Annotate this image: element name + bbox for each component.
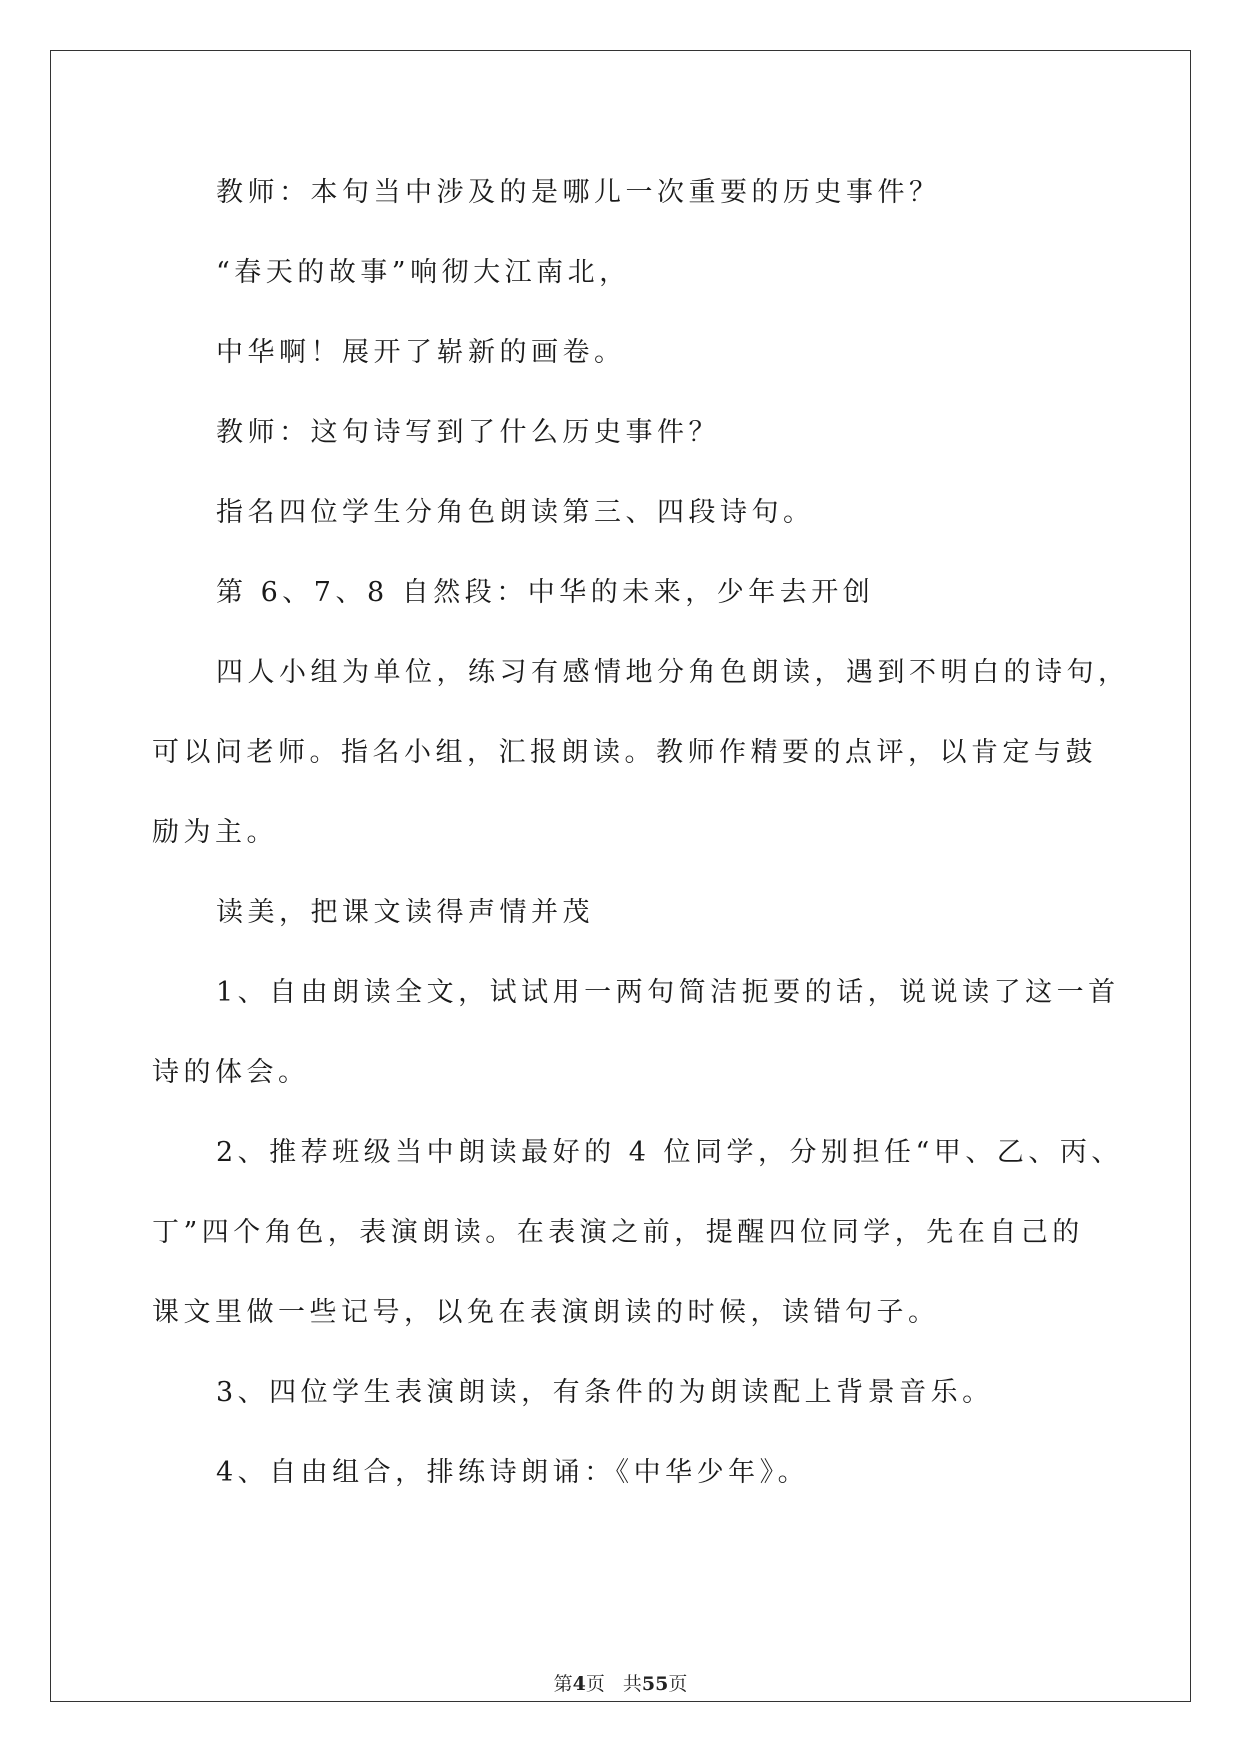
paragraph-line: 可以问老师。指名小组，汇报朗读。教师作精要的点评，以肯定与鼓 bbox=[152, 737, 1097, 768]
paragraph-line: 丁”四个角色，表演朗读。在表演之前，提醒四位同学，先在自己的 bbox=[152, 1217, 1084, 1248]
page-number: 4 bbox=[572, 1673, 586, 1695]
page-prefix: 第 bbox=[553, 1673, 573, 1695]
paragraph-line: 四人小组为单位，练习有感情地分角色朗读，遇到不明白的诗句， bbox=[216, 657, 1130, 688]
paragraph-line: 课文里做一些记号，以免在表演朗读的时候，读错句子。 bbox=[152, 1297, 940, 1328]
paragraph-line: 2、推荐班级当中朗读最好的 4 位同学，分别担任“甲、乙、丙、 bbox=[216, 1137, 1123, 1168]
paragraph-line: 中华啊！展开了崭新的画卷。 bbox=[216, 337, 626, 368]
total-suffix: 页 bbox=[668, 1673, 688, 1695]
paragraph-line: 指名四位学生分角色朗读第三、四段诗句。 bbox=[216, 497, 815, 528]
paragraph-line: 励为主。 bbox=[152, 817, 278, 848]
page-footer bbox=[0, 1672, 1241, 1696]
total-prefix: 共 bbox=[622, 1673, 642, 1695]
page-suffix: 页 bbox=[585, 1673, 605, 1695]
paragraph-line: 诗的体会。 bbox=[152, 1057, 310, 1088]
paragraph-line: 教师：本句当中涉及的是哪儿一次重要的历史事件？ bbox=[216, 177, 941, 208]
paragraph-line: 读美，把课文读得声情并茂 bbox=[216, 897, 594, 928]
paragraph-line: “春天的故事”响彻大江南北， bbox=[216, 257, 631, 288]
page-border bbox=[50, 50, 1191, 1702]
paragraph-line: 第 6、7、8 自然段：中华的未来，少年去开创 bbox=[216, 577, 875, 608]
total-pages: 55 bbox=[641, 1673, 669, 1695]
paragraph-line: 4、自由组合，排练诗朗诵：《中华少年》。 bbox=[216, 1457, 810, 1488]
paragraph-line: 教师：这句诗写到了什么历史事件？ bbox=[216, 417, 720, 448]
paragraph-line: 1、自由朗读全文，试试用一两句简洁扼要的话，说说读了这一首 bbox=[216, 977, 1120, 1008]
paragraph-line: 3、四位学生表演朗读，有条件的为朗读配上背景音乐。 bbox=[216, 1377, 994, 1408]
